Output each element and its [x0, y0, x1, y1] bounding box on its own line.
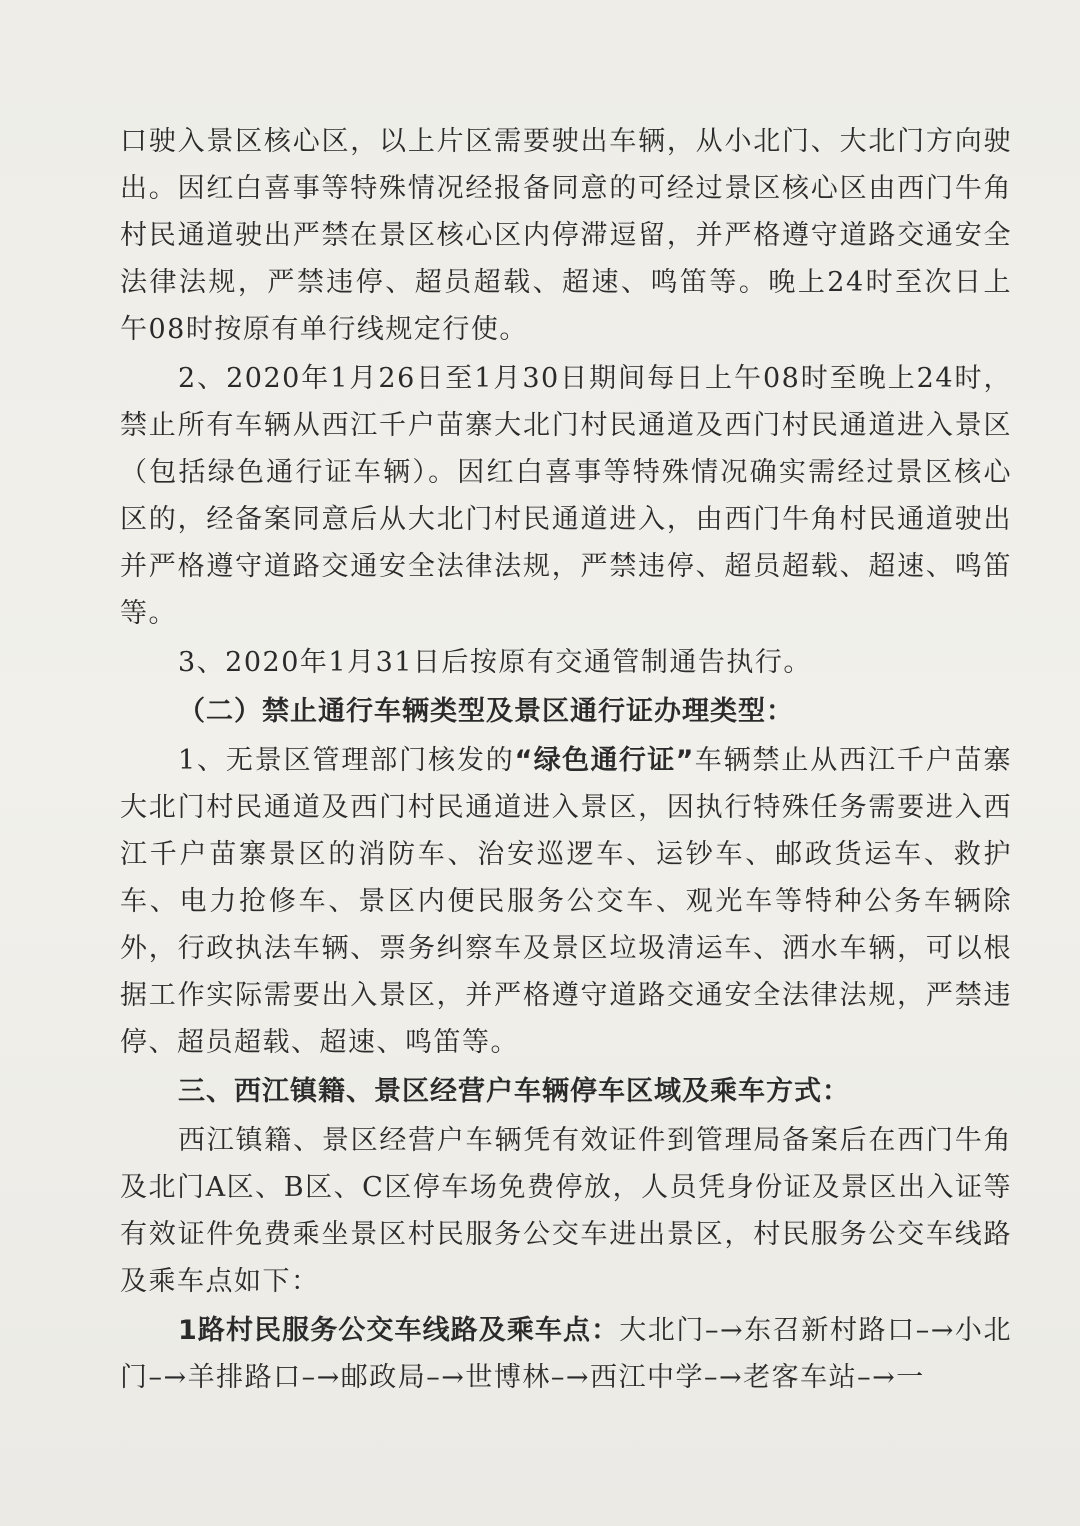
green-pass-prefix: 1、无景区管理部门核发的 [178, 745, 515, 776]
green-pass-term: “绿色通行证” [514, 745, 695, 776]
paragraph-parking: 西江镇籍、景区经营户车辆凭有效证件到管理局备案后在西门牛角及北门A区、B区、C区停车场免费停放，人员凭身份证及景区出入证等有效证件免费乘坐景区村民服务公交车进出景区，村民服务公交车线路及乘车点如下： [120, 1125, 1012, 1297]
paragraph-item-2: 2、2020年1月26日至1月30日期间每日上午08时至晚上24时，禁止所有车辆从西江千户苗寨大北门村民通道及西门村民通道进入景区（包括绿色通行证车辆）。因红白喜事等特殊情况确实需经过景区核心区的，经备案同意后从大北门村民通道进入，由西门牛角村民通道驶出并严格遵守道路交通安全法律法规，严禁违停、超员超载、超速、鸣笛等。 [120, 363, 1012, 629]
green-pass-rest: 车辆禁止从西江千户苗寨大北门村民通道及西门村民通道进入景区，因执行特殊任务需要进入西江千户苗寨景区的消防车、治安巡逻车、运钞车、邮政货运车、救护车、电力抢修车、景区内便民服务公交车、观光车等特种公务车辆除外，行政执法车辆、票务纠察车及景区垃圾清运车、洒水车辆，可以根据工作实际需要出入景区，并严格遵守道路交通安全法律法规，严禁违停、超员超载、超速、鸣笛等。 [120, 745, 1012, 1058]
document-body [120, 118, 1012, 1401]
bus-route-1-stops: 大北门–→东召新村路口–→小北门–→羊排路口–→邮政局–→世博林–→西江中学–→老客车站–→一 [120, 1315, 1013, 1393]
paragraph-continuation: 口驶入景区核心区，以上片区需要驶出车辆，从小北门、大北门方向驶出。因红白喜事等特殊情况经报备同意的可经过景区核心区由西门牛角村民通道驶出严禁在景区核心区内停滞逗留，并严格遵守道路交通安全法律法规，严禁违停、超员超载、超速、鸣笛等。晚上24时至次日上午08时按原有单行线规定行使。 [120, 126, 1012, 345]
section-heading-2: （二）禁止通行车辆类型及景区通行证办理类型： [178, 696, 794, 727]
paragraph-green-pass [120, 737, 1012, 1066]
section-heading-3: 三、西江镇籍、景区经营户车辆停车区域及乘车方式： [178, 1076, 850, 1107]
paragraph-item-3: 3、2020年1月31日后按原有交通管制通告执行。 [178, 647, 812, 678]
bus-route-1-label: 1路村民服务公交车线路及乘车点： [178, 1315, 620, 1346]
paragraph-bus-route-1 [120, 1307, 1012, 1401]
